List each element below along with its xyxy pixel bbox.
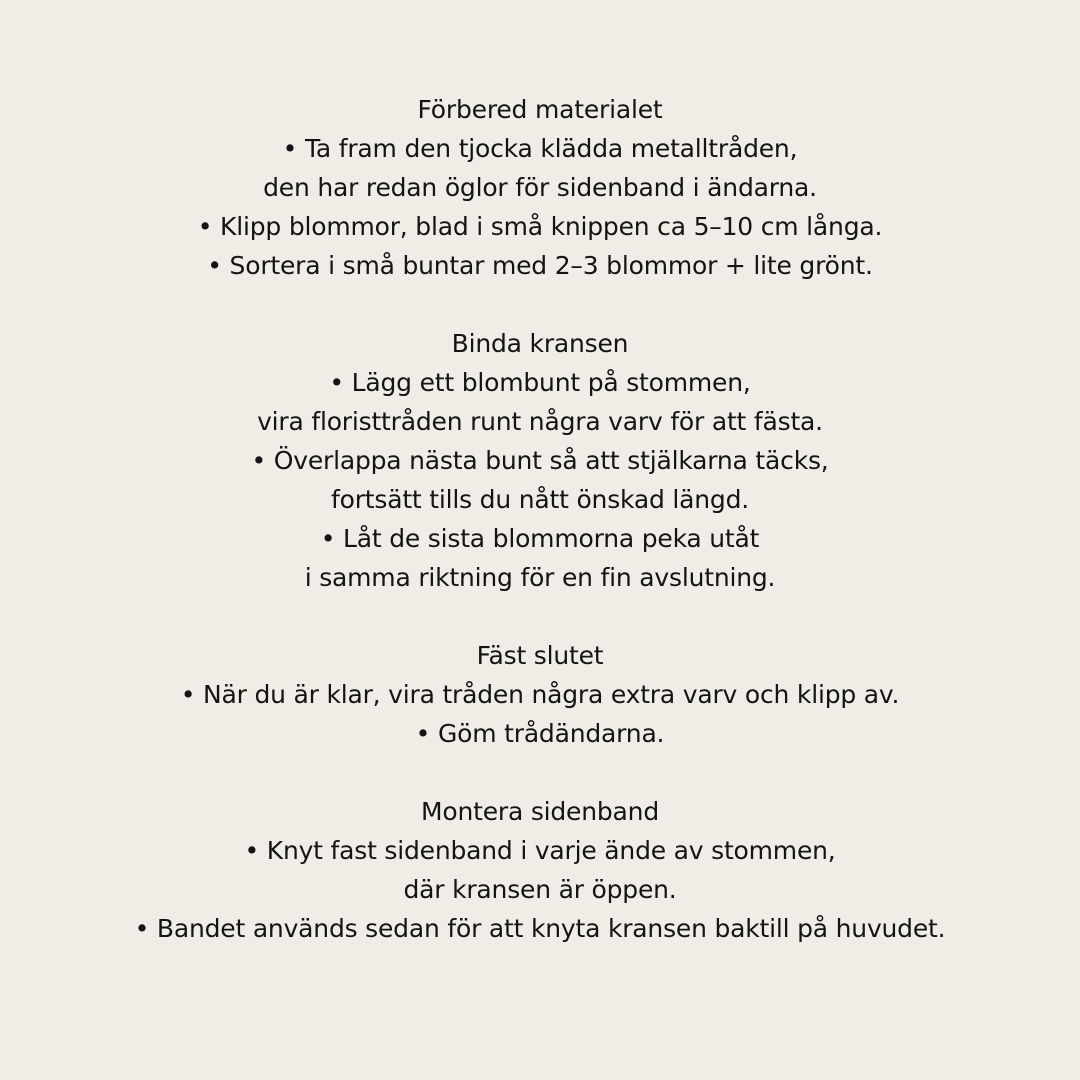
- section-binda-kransen: [0, 324, 1080, 597]
- instruction-line: i samma riktning för en fin avslutning.: [304, 563, 776, 592]
- instruction-line: • Låt de sista blommorna peka utåt: [320, 524, 760, 553]
- section-fast-slutet: [0, 636, 1080, 753]
- instruction-line: där kransen är öppen.: [403, 875, 677, 904]
- section-title: Fäst slutet: [476, 641, 604, 670]
- section-title: Binda kransen: [451, 329, 629, 358]
- instructions-document: [0, 90, 1080, 987]
- instruction-line: • Klipp blommor, blad i små knippen ca 5–10 cm långa.: [197, 212, 883, 241]
- instruction-line: • Lägg ett blombunt på stommen,: [329, 368, 751, 397]
- instruction-line: • När du är klar, vira tråden några extra varv och klipp av.: [180, 680, 900, 709]
- section-title: Förbered materialet: [417, 95, 663, 124]
- instruction-line: • Göm trådändarna.: [415, 719, 665, 748]
- instruction-line: fortsätt tills du nått önskad längd.: [331, 485, 749, 514]
- instruction-line: den har redan öglor för sidenband i ändarna.: [263, 173, 817, 202]
- instruction-line: • Sortera i små buntar med 2–3 blommor + lite grönt.: [207, 251, 873, 280]
- section-forbered-materialet: [0, 90, 1080, 285]
- section-title: Montera sidenband: [420, 797, 659, 826]
- instruction-line: vira floristtråden runt några varv för att fästa.: [257, 407, 823, 436]
- instruction-line: • Ta fram den tjocka klädda metalltråden,: [282, 134, 798, 163]
- instruction-line: • Bandet används sedan för att knyta kransen baktill på huvudet.: [134, 914, 946, 943]
- instruction-line: • Knyt fast sidenband i varje ände av stommen,: [244, 836, 836, 865]
- section-montera-sidenband: [0, 792, 1080, 948]
- instruction-line: • Överlappa nästa bunt så att stjälkarna täcks,: [251, 446, 829, 475]
